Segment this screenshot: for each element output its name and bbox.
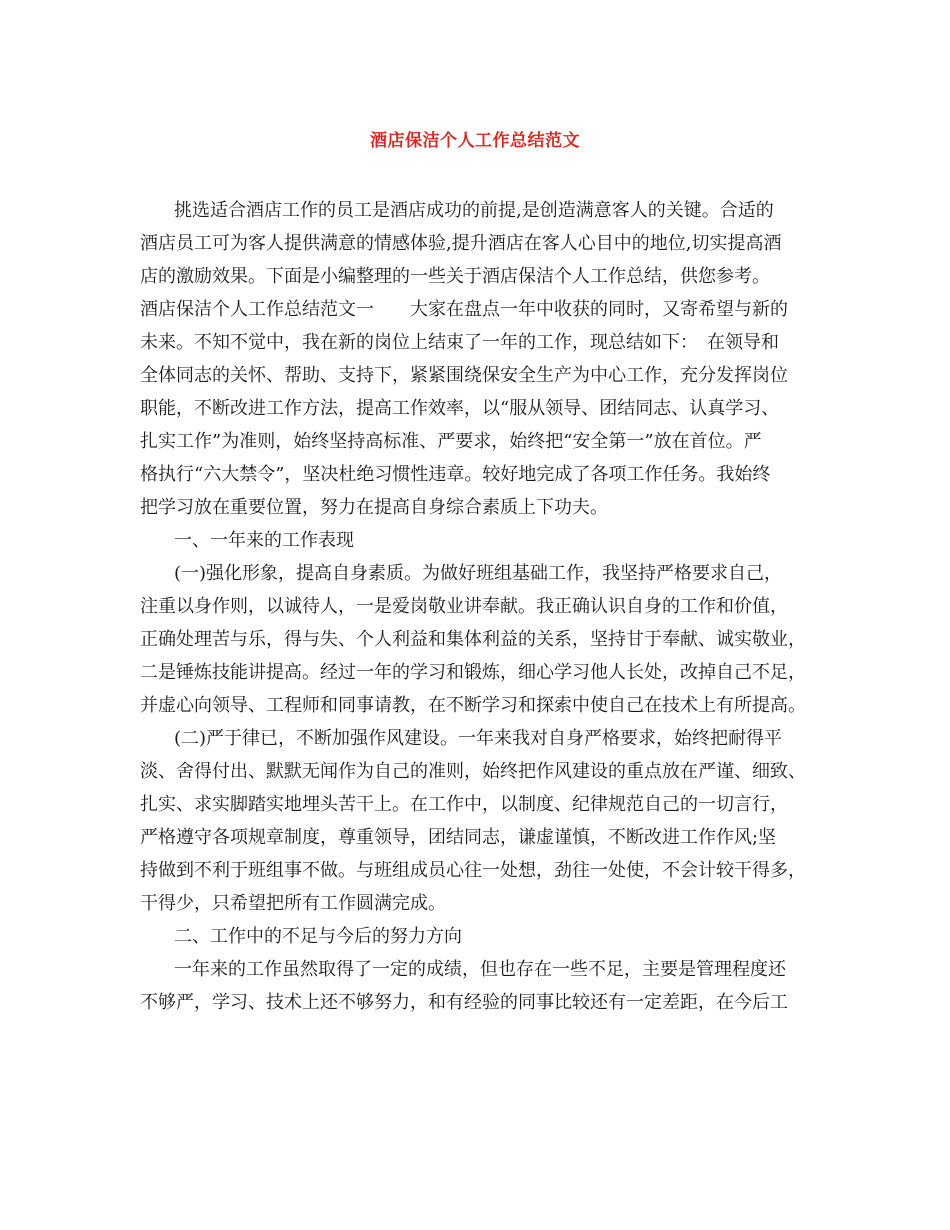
- paragraph-line: 不够严，学习、技术上还不够努力，和有经验的同事比较还有一定差距，在今后工: [140, 992, 788, 1013]
- paragraph-line: 挑选适合酒店工作的员工是酒店成功的前提,是创造满意客人的关键。合适的: [174, 200, 774, 221]
- paragraph-line: 一年来的工作虽然取得了一定的成绩，但也存在一些不足，主要是管理程度还: [174, 959, 786, 980]
- section-heading: 一、一年来的工作表现: [174, 530, 354, 551]
- paragraph-line: 二是锤炼技能讲提高。经过一年的学习和锻炼，细心学习他人长处，改掉自己不足，: [140, 662, 806, 683]
- paragraph-line: 全体同志的关怀、帮助、支持下，紧紧围绕保安全生产为中心工作，充分发挥岗位: [140, 365, 788, 386]
- paragraph-line: 注重以身作则，以诚待人，一是爱岗敬业讲奉献。我正确认识自身的工作和价值，: [140, 596, 788, 617]
- paragraph-line: 干得少，只希望把所有工作圆满完成。: [140, 893, 446, 914]
- paragraph-line: 未来。不知不觉中，我在新的岗位上结束了一年的工作，现总结如下： 在领导和: [140, 332, 779, 353]
- paragraph-line: 酒店员工可为客人提供满意的情感体验,提升酒店在客人心目中的地位,切实提高酒: [140, 233, 782, 254]
- paragraph-line: 扎实、求实脚踏实地埋头苦干上。在工作中，以制度、纪律规范自己的一切言行，: [140, 794, 788, 815]
- paragraph-line: 淡、舍得付出、默默无闻作为自己的准则，始终把作风建设的重点放在严谨、细致、: [140, 761, 806, 782]
- paragraph-line: 店的激励效果。下面是小编整理的一些关于酒店保洁个人工作总结，供您参考。: [140, 266, 770, 287]
- document-title: 酒店保洁个人工作总结范文: [370, 131, 580, 151]
- paragraph-line: 把学习放在重要位置，努力在提高自身综合素质上下功夫。: [140, 497, 608, 518]
- paragraph-line: 职能，不断改进工作方法，提高工作效率，以“服从领导、团结同志、认真学习、: [140, 398, 780, 419]
- paragraph-line: 持做到不利于班组事不做。与班组成员心往一处想，劲往一处使，不会计较干得多，: [140, 860, 806, 881]
- section-heading: 二、工作中的不足与今后的努力方向: [174, 926, 462, 947]
- paragraph-line: (一)强化形象，提高自身素质。为做好班组基础工作，我坚持严格要求自己，: [174, 563, 783, 584]
- paragraph-line: 并虚心向领导、工程师和同事请教，在不断学习和探索中使自己在技术上有所提高。: [140, 695, 806, 716]
- paragraph-line: 正确处理苦与乐，得与失、个人利益和集体利益的关系，坚持甘于奉献、诚实敬业，: [140, 629, 806, 650]
- paragraph-line: 严格遵守各项规章制度，尊重领导，团结同志，谦虚谨慎，不断改进工作作风;坚: [140, 827, 777, 848]
- paragraph-line: 扎实工作”为准则，始终坚持高标准、严要求，始终把“安全第一”放在首位。严: [140, 431, 762, 452]
- paragraph-line: (二)严于律已，不断加强作风建设。一年来我对自身严格要求，始终把耐得平: [174, 728, 783, 749]
- paragraph-line: 格执行“六大禁令”，坚决杜绝习惯性违章。较好地完成了各项工作任务。我始终: [140, 464, 771, 485]
- paragraph-line: 酒店保洁个人工作总结范文一 大家在盘点一年中收获的同时，又寄希望与新的: [140, 299, 788, 320]
